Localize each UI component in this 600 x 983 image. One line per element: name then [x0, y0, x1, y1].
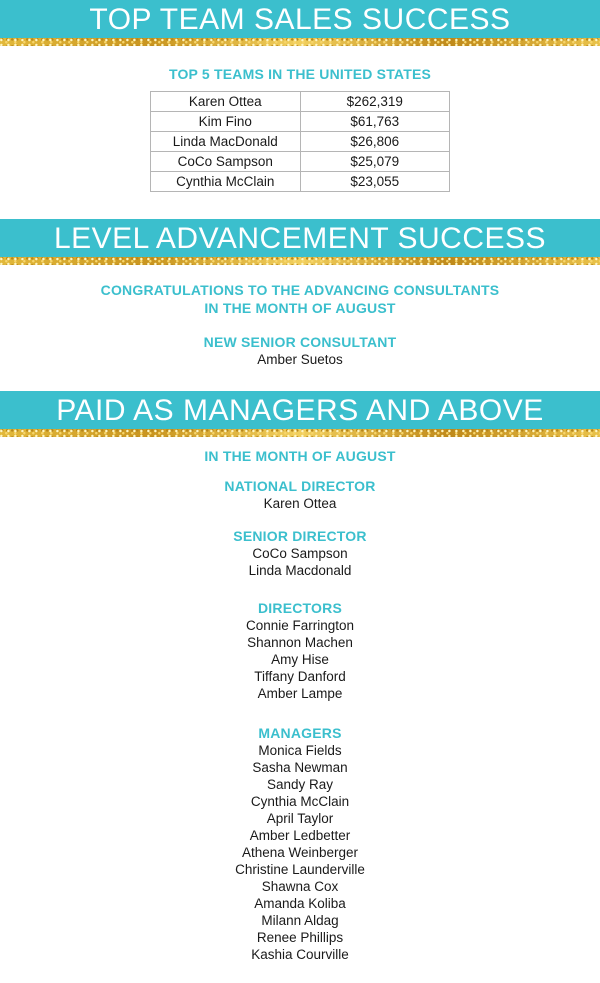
list-item: CoCo Sampson: [252, 546, 348, 561]
list-item: Shannon Machen: [247, 635, 353, 650]
list-item: Christine Launderville: [235, 862, 365, 877]
list-item: Monica Fields: [258, 743, 342, 758]
list-item: Connie Farrington: [245, 618, 355, 633]
section-top-team-sales: [0, 0, 600, 192]
table-row: [151, 152, 450, 172]
top-teams-subhead: TOP 5 TEAMS IN THE UNITED STATES: [168, 66, 432, 82]
team-name-cell: Karen Ottea: [151, 92, 301, 112]
team-name-cell: Cynthia McClain: [151, 172, 301, 192]
list-item: Sandy Ray: [266, 777, 334, 792]
table-row: [151, 172, 450, 192]
team-name-cell: Kim Fino: [151, 112, 301, 132]
title-directors: DIRECTORS: [258, 600, 342, 616]
banner-title: PAID AS MANAGERS AND ABOVE: [0, 391, 600, 429]
list-item: Milann Aldag: [261, 913, 339, 928]
list-item: April Taylor: [266, 811, 334, 826]
banner-title: TOP TEAM SALES SUCCESS: [0, 0, 600, 38]
list-item: Cynthia McClain: [250, 794, 350, 809]
banner-title: LEVEL ADVANCEMENT SUCCESS: [0, 219, 600, 257]
congrats-subhead-line2: IN THE MONTH OF AUGUST: [204, 300, 396, 316]
gold-glitter-divider: [0, 429, 600, 437]
congrats-subhead-line1: CONGRATULATIONS TO THE ADVANCING CONSULTANTS: [100, 282, 500, 298]
gold-glitter-divider: [0, 38, 600, 46]
title-senior-director: SENIOR DIRECTOR: [233, 528, 367, 544]
title-managers: MANAGERS: [258, 725, 342, 741]
list-item: Amber Suetos: [257, 352, 343, 367]
banner-top-team-sales: [0, 0, 600, 46]
list-item: Shawna Cox: [261, 879, 339, 894]
month-subhead: IN THE MONTH OF AUGUST: [204, 448, 396, 464]
title-national-director: NATIONAL DIRECTOR: [224, 478, 376, 494]
table-row: [151, 92, 450, 112]
table-row: [151, 112, 450, 132]
team-name-cell: CoCo Sampson: [151, 152, 301, 172]
list-item: Amber Ledbetter: [249, 828, 351, 843]
list-item: Amanda Koliba: [254, 896, 346, 911]
list-item: Kashia Courville: [251, 947, 349, 962]
section-paid-as-managers: [0, 391, 600, 963]
table-row: [151, 132, 450, 152]
section-level-advancement: [0, 219, 600, 368]
team-amount-cell: $262,319: [300, 92, 450, 112]
list-item: Renee Phillips: [256, 930, 344, 945]
list-item: Karen Ottea: [263, 496, 337, 511]
banner-paid-as-managers: [0, 391, 600, 437]
list-item: Amber Lampe: [257, 686, 343, 701]
team-amount-cell: $61,763: [300, 112, 450, 132]
team-name-cell: Linda MacDonald: [151, 132, 301, 152]
list-item: Tiffany Danford: [254, 669, 346, 684]
top-teams-table: [150, 91, 450, 192]
team-amount-cell: $26,806: [300, 132, 450, 152]
list-item: Sasha Newman: [252, 760, 348, 775]
team-amount-cell: $23,055: [300, 172, 450, 192]
list-item: Athena Weinberger: [241, 845, 359, 860]
list-item: Amy Hise: [271, 652, 329, 667]
gold-glitter-divider: [0, 257, 600, 265]
team-amount-cell: $25,079: [300, 152, 450, 172]
level-title-senior-consultant: NEW SENIOR CONSULTANT: [203, 334, 397, 350]
list-item: Linda Macdonald: [248, 563, 352, 578]
banner-level-advancement: [0, 219, 600, 265]
